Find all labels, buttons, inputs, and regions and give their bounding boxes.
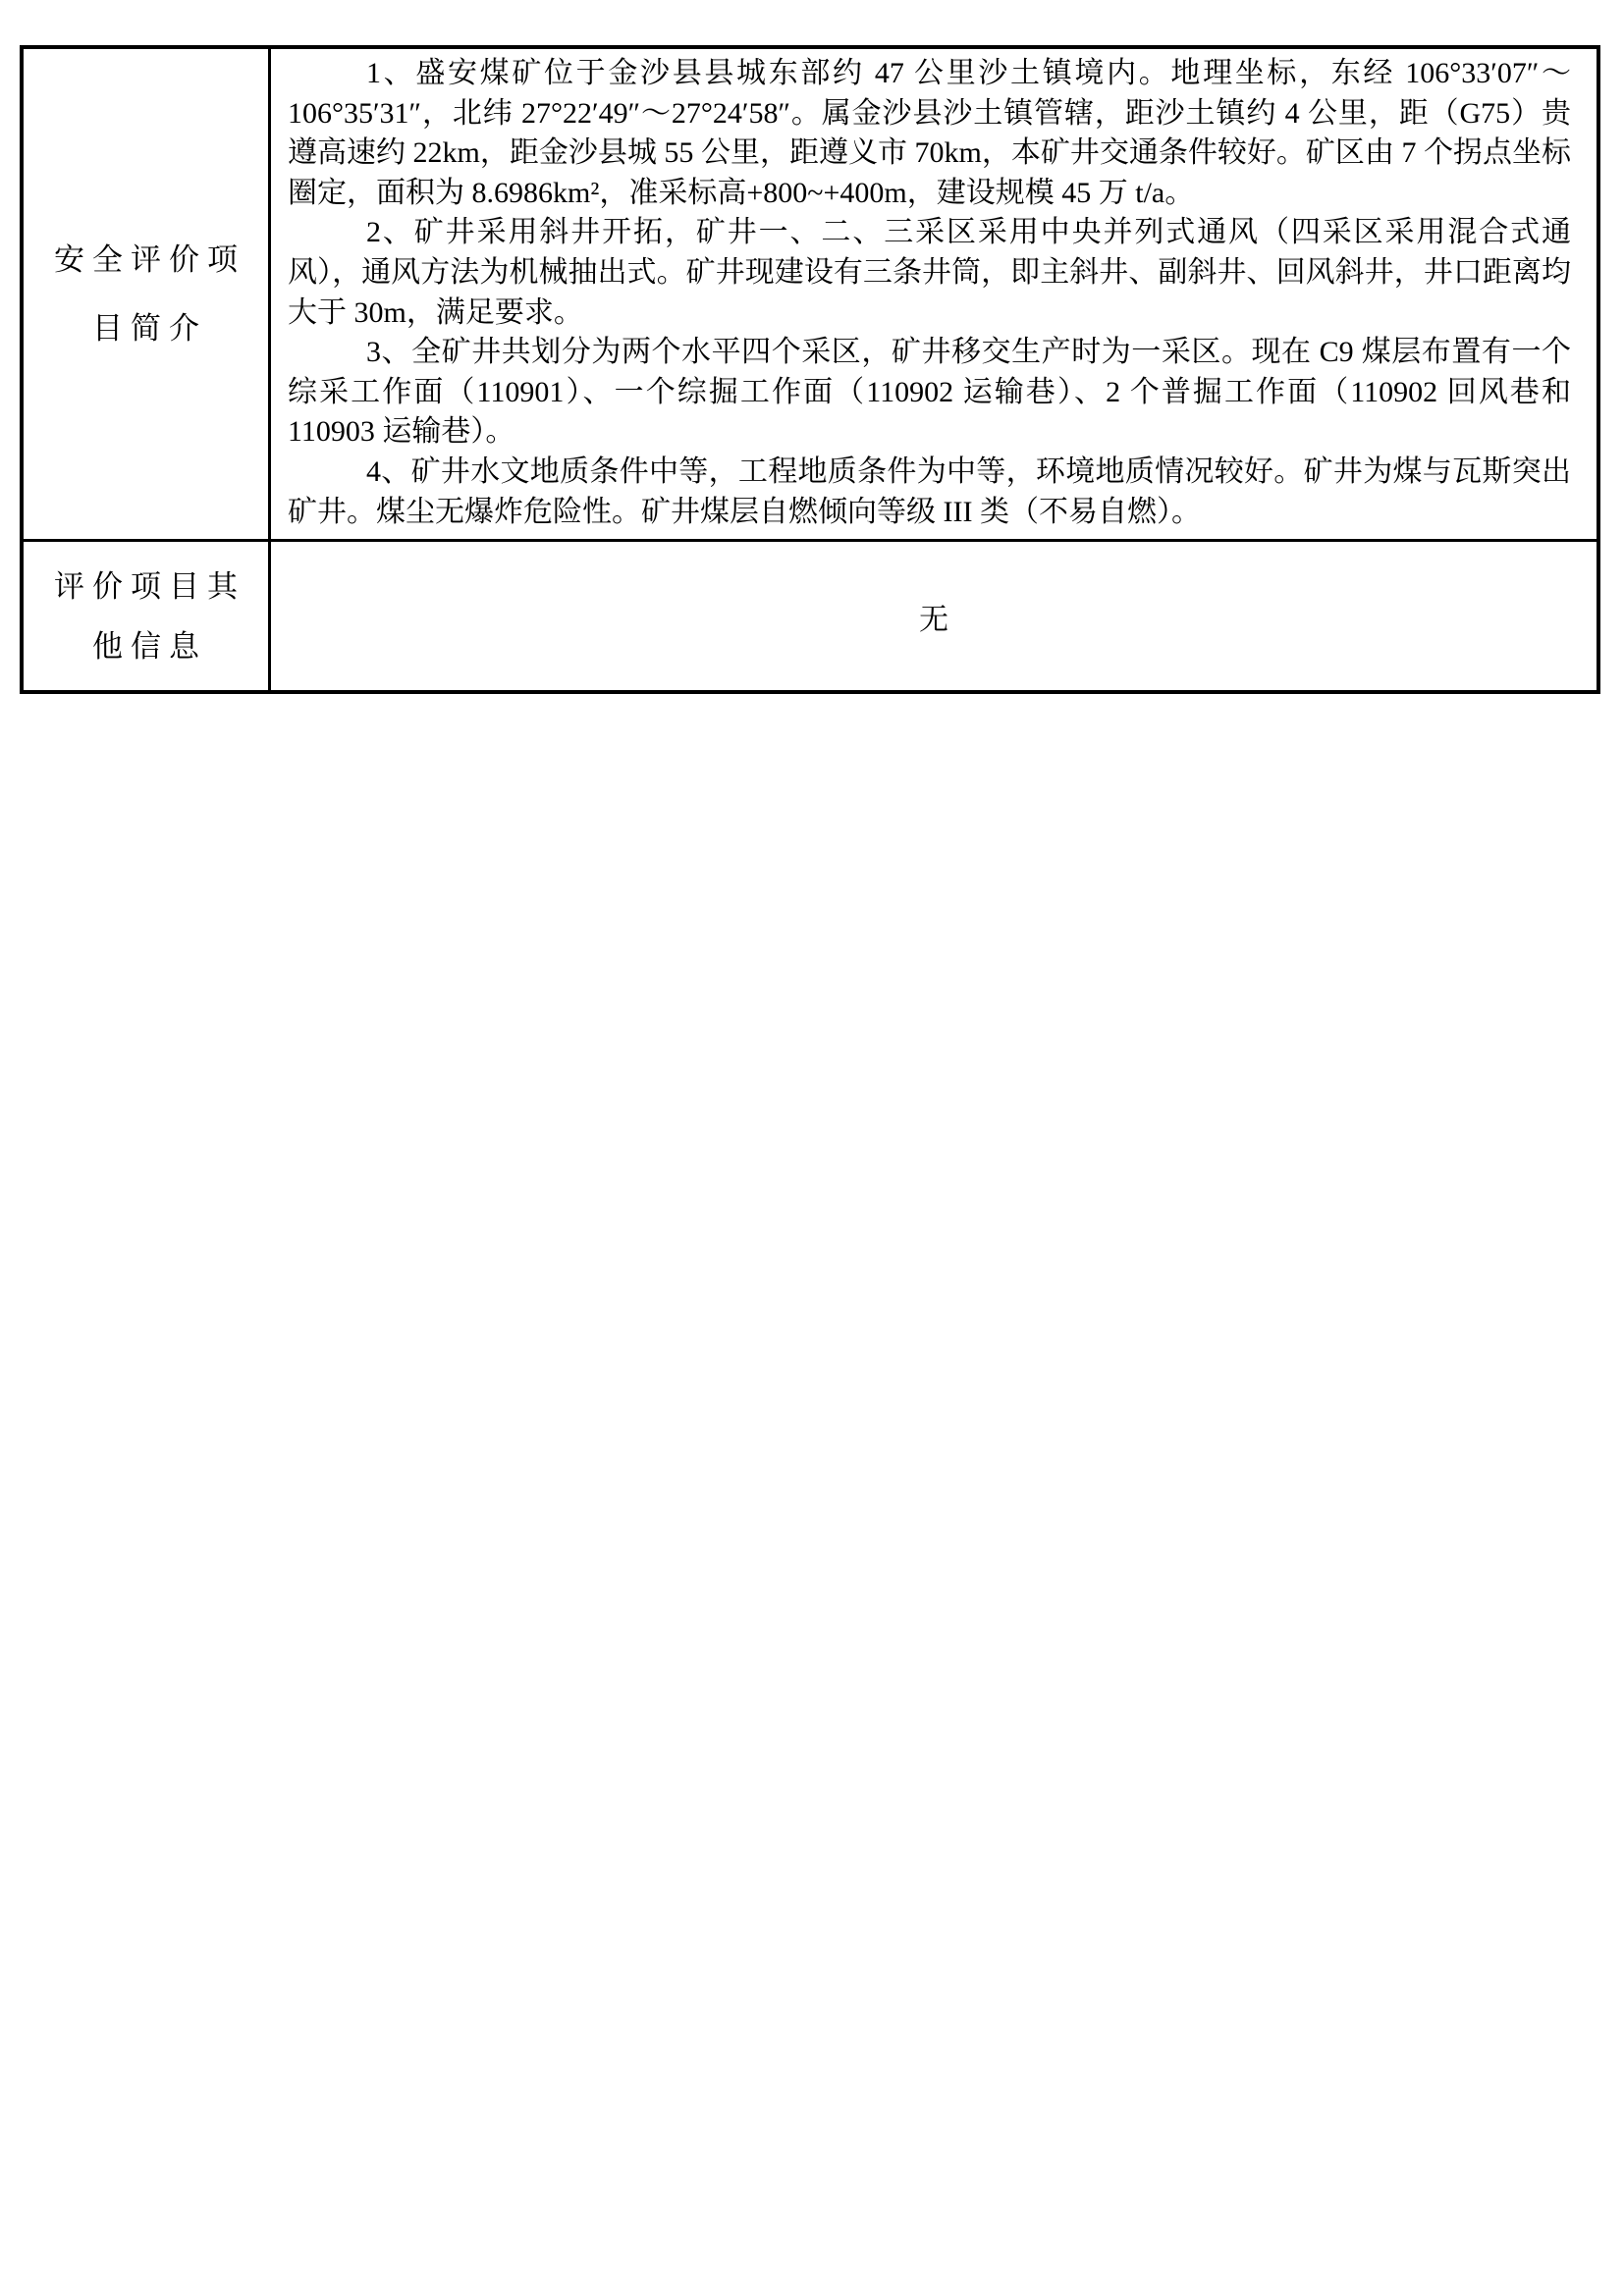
intro-paragraph-ventilation: 2、矿井采用斜井开拓，矿井一、二、三采区采用中央并列式通风（四采区采用混合式通风），通风方法为机械抽出式。矿井现建设有三条井筒，即主斜井、副斜井、回风斜井，井口距离均大于 30m，满足要求。 — [288, 216, 1571, 329]
other-info-label-cell — [24, 542, 271, 690]
project-intro-content-cell — [271, 49, 1597, 539]
other-info-label-line-2: 他信息 — [92, 628, 207, 664]
intro-paragraph-working-faces: 3、全矿井共划分为两个水平四个采区，矿井移交生产时为一采区。现在 C9 煤层布置有一个综采工作面（110901）、一个综掘工作面（110902 运输巷）、2 个普掘工作面（110902 回风巷和 110903 运输巷）。 — [288, 336, 1571, 449]
intro-paragraph-geology: 4、矿井水文地质条件中等，工程地质条件为中等，环境地质情况较好。矿井为煤与瓦斯突出矿井。煤尘无爆炸危险性。矿井煤层自燃倾向等级 III 类（不易自燃）。 — [288, 454, 1571, 528]
intro-paragraph-location: 1、盛安煤矿位于金沙县县城东部约 47 公里沙土镇境内。地理坐标，东经 106°33′07″～106°35′31″，北纬 27°22′49″～27°24′58″。属金沙县沙土镇管辖，距沙土镇约 4 公里，距（G75）贵遵高速约 22km，距金沙县城 55 公里，距遵义市 70km，本矿井交通条件较好。矿区由 7 个拐点坐标圈定，面积为 8.6986km²，准采标高+800~+400m，建设规模 45 万 t/a。 — [288, 57, 1571, 209]
document-table — [20, 45, 1600, 694]
project-intro-label-cell — [24, 49, 271, 539]
row-project-intro — [24, 49, 1597, 542]
project-intro-label-line-1: 安全评价项 — [54, 241, 245, 277]
other-info-content-cell — [271, 542, 1597, 690]
project-intro-label-line-2: 目简介 — [92, 310, 207, 346]
row-other-info — [24, 542, 1597, 690]
other-info-label-line-1: 评价项目其 — [54, 568, 245, 604]
other-info-value: 无 — [919, 603, 948, 636]
